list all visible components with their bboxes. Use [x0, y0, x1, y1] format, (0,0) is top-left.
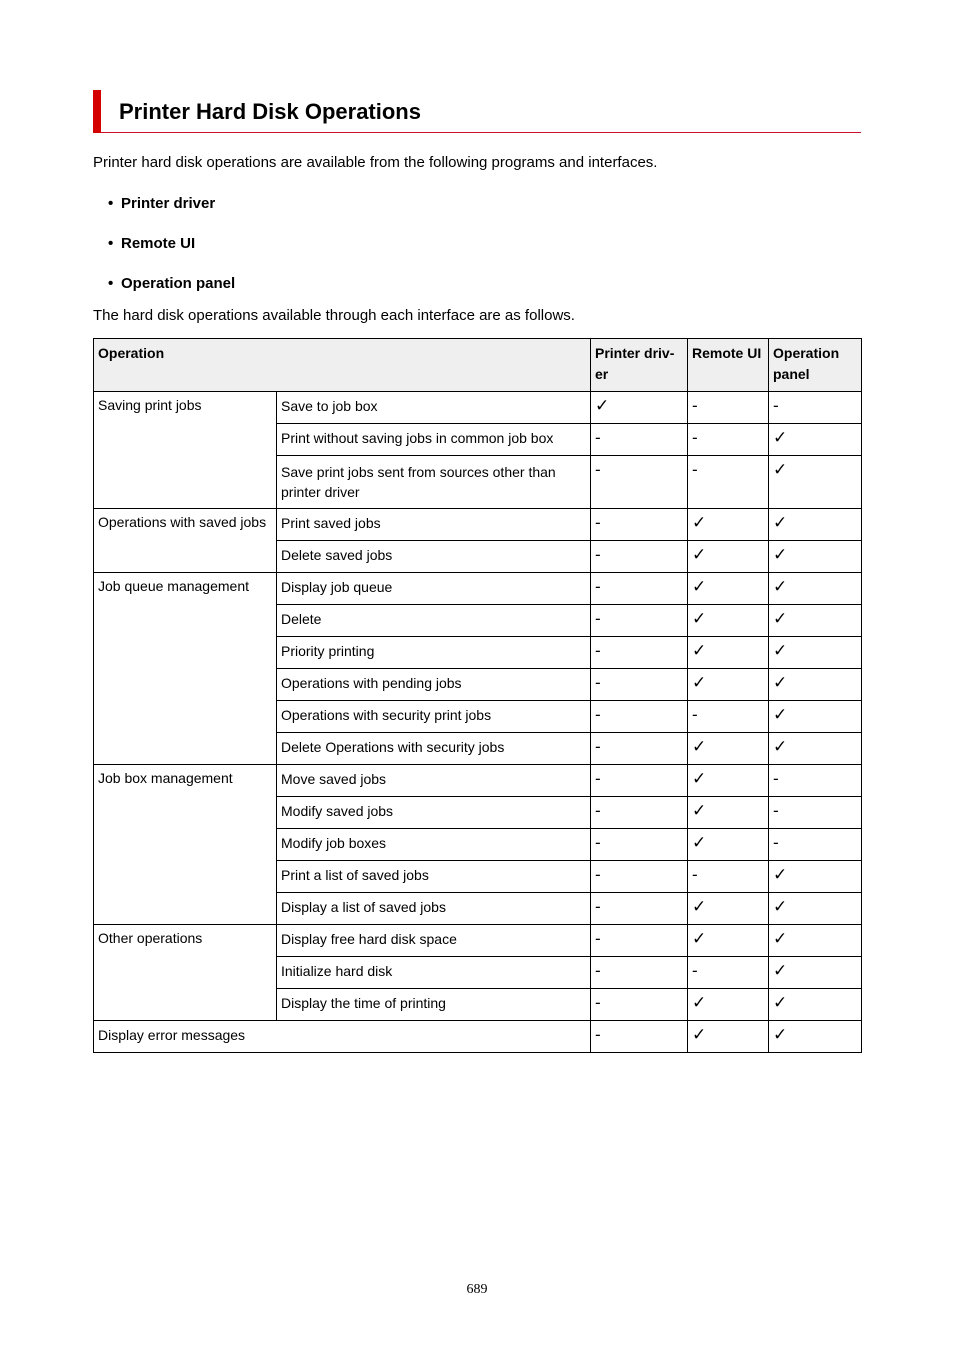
bullet-icon: •	[108, 235, 114, 252]
operation-cell: Display error messages	[94, 1021, 591, 1053]
operation-cell: Display the time of printing	[277, 989, 591, 1021]
heading-accent-bar	[93, 90, 101, 133]
operation-cell: Display a list of saved jobs	[277, 893, 591, 925]
operation-cell: Print a list of saved jobs	[277, 861, 591, 893]
remote-ui-cell: ✓	[688, 925, 769, 957]
printer-driver-cell: -	[591, 605, 688, 637]
remote-ui-cell: ✓	[688, 637, 769, 669]
printer-driver-cell: -	[591, 957, 688, 989]
printer-driver-cell: -	[591, 925, 688, 957]
printer-driver-cell: -	[591, 989, 688, 1021]
list-item: • Operation panel	[108, 275, 236, 292]
operation-panel-cell: -	[769, 797, 862, 829]
remote-ui-cell: ✓	[688, 733, 769, 765]
remote-ui-cell: -	[688, 456, 769, 509]
printer-driver-cell: -	[591, 669, 688, 701]
header-printer-driver: Printer driv- er	[591, 339, 688, 392]
table-lead-paragraph: The hard disk operations available through each interface are as follows.	[93, 307, 575, 324]
remote-ui-cell: ✓	[688, 1021, 769, 1053]
header-operation-panel: Operation panel	[769, 339, 862, 392]
printer-driver-cell: -	[591, 1021, 688, 1053]
operation-cell: Save print jobs sent from sources other than printer driver	[277, 456, 591, 509]
operation-panel-cell: ✓	[769, 989, 862, 1021]
remote-ui-cell: ✓	[688, 797, 769, 829]
operation-panel-cell: ✓	[769, 573, 862, 605]
operation-panel-cell: ✓	[769, 669, 862, 701]
printer-driver-cell: -	[591, 456, 688, 509]
operation-panel-cell: ✓	[769, 957, 862, 989]
remote-ui-cell: ✓	[688, 669, 769, 701]
printer-driver-cell: -	[591, 541, 688, 573]
remote-ui-cell: -	[688, 701, 769, 733]
section-heading	[93, 90, 861, 133]
operations-table	[93, 338, 862, 1053]
printer-driver-cell: -	[591, 637, 688, 669]
operation-panel-cell: ✓	[769, 925, 862, 957]
operation-panel-cell: ✓	[769, 1021, 862, 1053]
printer-driver-cell: -	[591, 733, 688, 765]
operation-cell: Modify saved jobs	[277, 797, 591, 829]
list-item: • Printer driver	[108, 195, 216, 212]
operation-panel-cell: ✓	[769, 893, 862, 925]
printer-driver-cell: ✓	[591, 392, 688, 424]
operation-panel-cell: -	[769, 829, 862, 861]
operation-cell: Modify job boxes	[277, 829, 591, 861]
operation-panel-cell: ✓	[769, 733, 862, 765]
page-number: 689	[466, 1282, 488, 1297]
printer-driver-cell: -	[591, 797, 688, 829]
table-row	[94, 392, 862, 424]
operation-cell: Initialize hard disk	[277, 957, 591, 989]
operation-panel-cell: ✓	[769, 605, 862, 637]
operation-panel-cell: ✓	[769, 541, 862, 573]
operation-panel-cell: -	[769, 392, 862, 424]
printer-driver-cell: -	[591, 861, 688, 893]
table-row	[94, 925, 862, 957]
operation-cell: Move saved jobs	[277, 765, 591, 797]
remote-ui-cell: ✓	[688, 829, 769, 861]
page-title: Printer Hard Disk Operations	[119, 99, 421, 124]
printer-driver-cell: -	[591, 509, 688, 541]
header-remote-ui: Remote UI	[688, 339, 769, 392]
category-cell: Job box management	[94, 765, 277, 925]
table-row	[94, 509, 862, 541]
operation-panel-cell: ✓	[769, 861, 862, 893]
operation-cell: Operations with pending jobs	[277, 669, 591, 701]
operation-cell: Delete saved jobs	[277, 541, 591, 573]
operation-cell: Priority printing	[277, 637, 591, 669]
printer-driver-cell: -	[591, 829, 688, 861]
remote-ui-cell: -	[688, 861, 769, 893]
intro-paragraph: Printer hard disk operations are available from the following programs and interfaces.	[93, 154, 658, 171]
operation-cell: Save to job box	[277, 392, 591, 424]
operation-panel-cell: ✓	[769, 456, 862, 509]
operation-cell: Print saved jobs	[277, 509, 591, 541]
operation-panel-cell: ✓	[769, 701, 862, 733]
remote-ui-cell: -	[688, 957, 769, 989]
operation-cell: Operations with security print jobs	[277, 701, 591, 733]
table-body	[94, 392, 862, 1053]
operation-cell: Display free hard disk space	[277, 925, 591, 957]
operation-cell: Delete Operations with security jobs	[277, 733, 591, 765]
printer-driver-cell: -	[591, 424, 688, 456]
table-row	[94, 765, 862, 797]
remote-ui-cell: ✓	[688, 541, 769, 573]
remote-ui-cell: ✓	[688, 765, 769, 797]
operation-panel-cell: ✓	[769, 424, 862, 456]
operation-panel-cell: ✓	[769, 509, 862, 541]
operation-cell: Display job queue	[277, 573, 591, 605]
list-item: • Remote UI	[108, 235, 196, 252]
header-operation: Operation	[94, 339, 591, 392]
remote-ui-cell: ✓	[688, 893, 769, 925]
category-cell: Other operations	[94, 925, 277, 1021]
table-row	[94, 573, 862, 605]
printer-driver-cell: -	[591, 701, 688, 733]
table-header-row	[94, 339, 862, 392]
operation-panel-cell: ✓	[769, 637, 862, 669]
table-row	[94, 1021, 862, 1053]
remote-ui-cell: -	[688, 424, 769, 456]
remote-ui-cell: ✓	[688, 573, 769, 605]
remote-ui-cell: ✓	[688, 605, 769, 637]
remote-ui-cell: ✓	[688, 509, 769, 541]
operation-panel-cell: -	[769, 765, 862, 797]
remote-ui-cell: -	[688, 392, 769, 424]
printer-driver-cell: -	[591, 765, 688, 797]
category-cell: Job queue management	[94, 573, 277, 765]
bullet-icon: •	[108, 195, 114, 212]
category-cell: Operations with saved jobs	[94, 509, 277, 573]
printer-driver-cell: -	[591, 893, 688, 925]
printer-driver-cell: -	[591, 573, 688, 605]
operation-cell: Print without saving jobs in common job box	[277, 424, 591, 456]
category-cell: Saving print jobs	[94, 392, 277, 509]
interface-list	[108, 195, 235, 315]
bullet-icon: •	[108, 275, 114, 292]
remote-ui-cell: ✓	[688, 989, 769, 1021]
operation-cell: Delete	[277, 605, 591, 637]
